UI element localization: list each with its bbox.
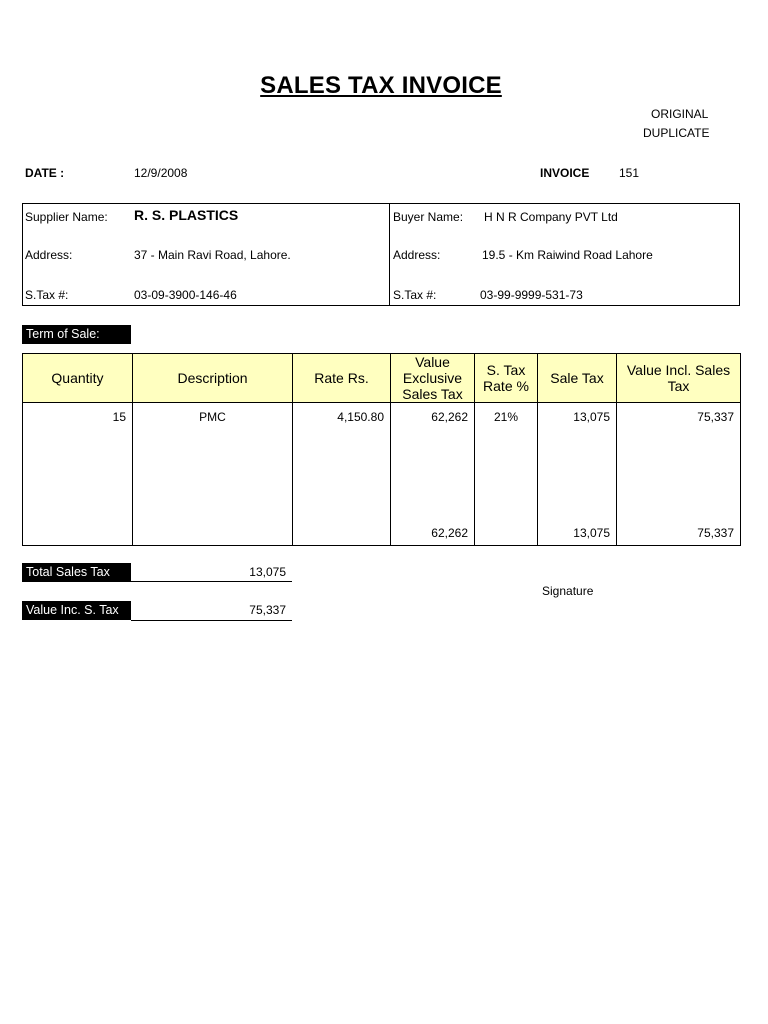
term-of-sale-label: Term of Sale: [22,325,131,344]
total-sales-tax-value: 13,075 [131,563,292,582]
supplier-address: 37 - Main Ravi Road, Lahore. [134,248,291,262]
copy-original-label: ORIGINAL [651,107,709,121]
cell-sale-tax: 13,075 [538,403,617,428]
supplier-stax: 03-09-3900-146-46 [134,288,237,302]
cell-quantity: 15 [23,403,133,428]
cell-rate: 4,150.80 [293,403,391,428]
invoice-title: SALES TAX INVOICE [260,72,502,99]
buyer-address-label: Address: [393,248,441,262]
col-header-description: Description [133,354,293,403]
buyer-stax-label: S.Tax #: [393,288,437,302]
total-sale-tax: 13,075 [538,523,617,546]
cell-value-inclusive: 75,337 [617,403,741,428]
supplier-name: R. S. PLASTICS [134,207,239,223]
supplier-address-label: Address: [25,248,73,262]
total-value-exclusive: 62,262 [391,523,475,546]
value-inc-tax-label: Value Inc. S. Tax [22,601,131,620]
signature-label: Signature [542,584,594,598]
col-header-value-exclusive: Value Exclusive Sales Tax [391,354,475,403]
table-header-row [23,354,741,403]
value-inc-tax-value: 75,337 [131,601,292,621]
total-sales-tax-label: Total Sales Tax [22,563,131,582]
buyer-name-label: Buyer Name: [393,210,464,224]
buyer-stax: 03-99-9999-531-73 [480,288,583,302]
total-rate [293,523,391,546]
supplier-stax-label: S.Tax #: [25,288,69,302]
cell-description: PMC [133,403,293,428]
total-quantity [23,523,133,546]
table-row [23,403,741,428]
buyer-address: 19.5 - Km Raiwind Road Lahore [482,248,653,262]
items-table [22,353,741,546]
supplier-name-label: Supplier Name: [25,210,108,224]
party-details-box [22,203,740,306]
total-description [133,523,293,546]
cell-value-exclusive: 62,262 [391,403,475,428]
col-header-value-inclusive: Value Incl. Sales Tax [617,354,741,403]
party-divider [389,204,390,305]
cell-tax-rate: 21% [475,403,538,428]
col-header-tax-rate: S. Tax Rate % [475,354,538,403]
total-value-inclusive: 75,337 [617,523,741,546]
buyer-name: H N R Company PVT Ltd [484,210,618,224]
date-value: 12/9/2008 [134,166,188,180]
date-label: DATE : [25,166,65,180]
invoice-label: INVOICE [540,166,590,180]
table-spacer-row [23,427,741,523]
col-header-quantity: Quantity [23,354,133,403]
copy-duplicate-label: DUPLICATE [643,126,710,140]
table-totals-row [23,523,741,546]
invoice-number: 151 [619,166,640,180]
col-header-sale-tax: Sale Tax [538,354,617,403]
total-tax-rate [475,523,538,546]
col-header-rate: Rate Rs. [293,354,391,403]
